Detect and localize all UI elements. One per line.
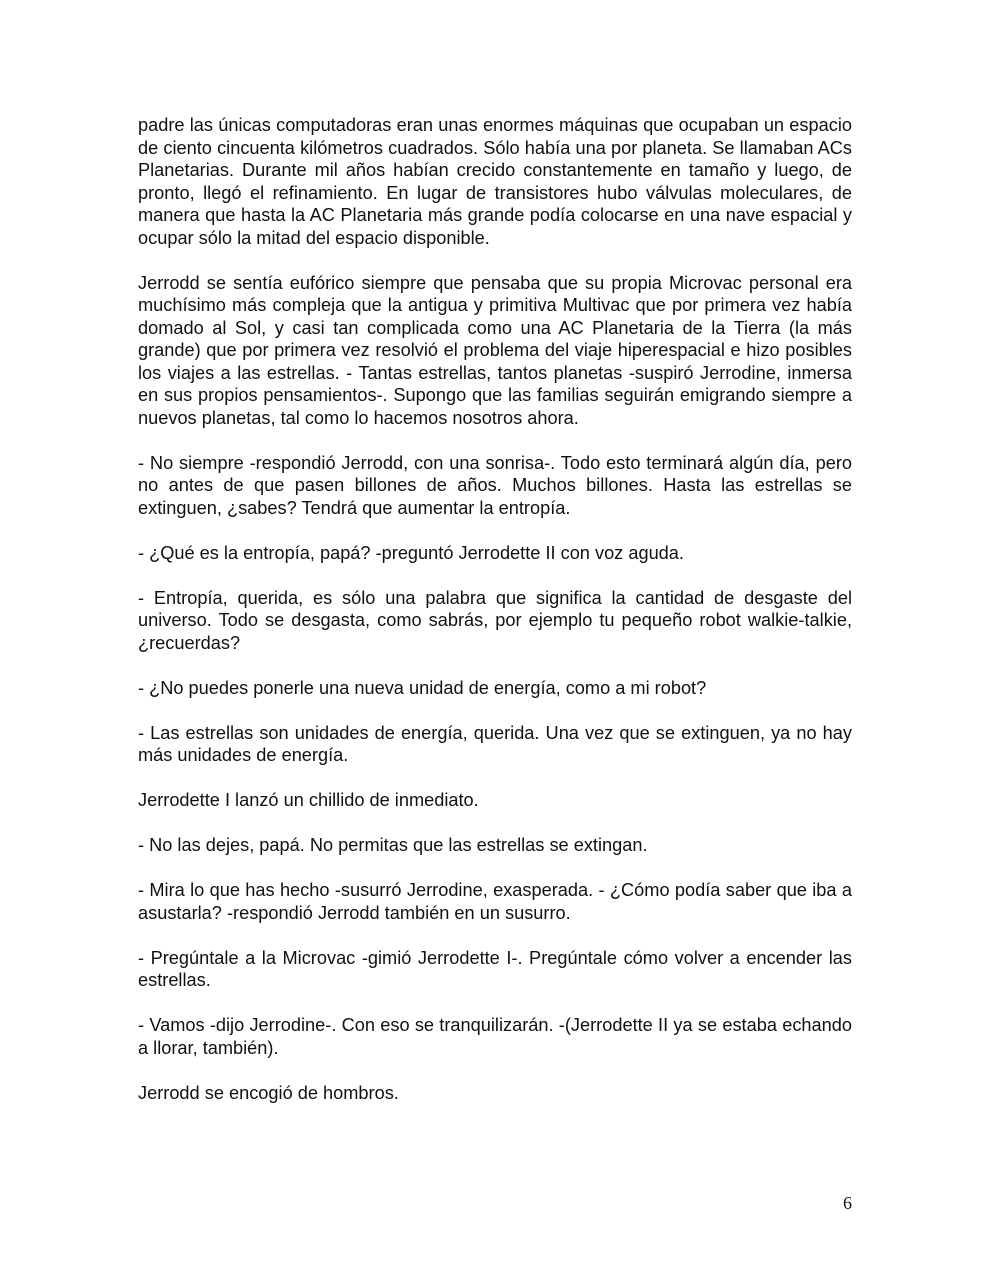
paragraph-dont-let-them: - No las dejes, papá. No permitas que las estrellas se extingan.	[138, 835, 648, 855]
paragraph-stars-energy-units: - Las estrellas son unidades de energía, querida. Una vez que se extinguen, ya no hay más unidades de energía.	[138, 722, 852, 765]
paragraph-shrugged: Jerrodd se encogió de hombros.	[138, 1082, 399, 1103]
paragraph-entropy-explained: - Entropía, querida, es sólo una palabra que significa la cantidad de desgaste del universo. Todo se desgasta, como sabrás, por ejemplo tu pequeño robot walkie-talkie, ¿recuerdas?	[138, 587, 852, 653]
paragraph-not-always: - No siempre -respondió Jerrodd, con una sonrisa-. Todo esto terminará algún día, pero no antes de que pasen billones de años. Muchos billones. Hasta las estrellas se extinguen, ¿sabes? Tendrá que aumentar la entropía.	[138, 452, 852, 518]
page-number: 6	[843, 1193, 852, 1213]
paragraph-look-what-you-did: - Mira lo que has hecho -susurró Jerrodine, exasperada. - ¿Cómo podía saber que iba a asustarla? -respondió Jerrodd también en un susurro.	[138, 880, 852, 923]
paragraph-ask-microvac: - Pregúntale a la Microvac -gimió Jerrodette I-. Pregúntale cómo volver a encender las estrellas.	[138, 947, 852, 990]
text-body	[138, 114, 852, 1127]
paragraph-new-energy-unit: - ¿No puedes ponerle una nueva unidad de energía, como a mi robot?	[138, 677, 707, 698]
paragraph-computers-history: padre las únicas computadoras eran unas enormes máquinas que ocupaban un espacio de ciento cincuenta kilómetros cuadrados. Sólo había una por planeta. Se llamaban ACs Planetarias. Durante mil años habían crecido constantemente en tamaño y luego, de pronto, llegó el refinamiento. En lugar de transistores hubo válvulas moleculares, de manera que hasta la AC Planetaria más grande podía colocarse en una nave espacial y ocupar sólo la mitad del espacio disponible.	[138, 115, 852, 248]
paragraph-jerrodd-euphoric: Jerrodd se sentía eufórico siempre que pensaba que su propia Microvac personal era muchísimo más compleja que la antigua y primitiva Multivac que por primera vez había domado al Sol, y casi tan complicada como una AC Planetaria de la Tierra (la más grande) que por primera vez resolvió el problema del viaje hiperespacial e hizo posibles los viajes a las estrellas. - Tantas estrellas, tantos planetas -suspiró Jerrodine, inmersa en sus propios pensamientos-. Supongo que las familias seguirán emigrando siempre a nuevos planetas, tal como lo hacemos nosotros ahora.	[138, 272, 852, 428]
paragraph-scream: Jerrodette I lanzó un chillido de inmediato.	[138, 790, 479, 810]
paragraph-what-is-entropy: - ¿Qué es la entropía, papá? -preguntó Jerrodette II con voz aguda.	[138, 542, 684, 563]
paragraph-lets-go: - Vamos -dijo Jerrodine-. Con eso se tranquilizarán. -(Jerrodette II ya se estaba echando a llorar, también).	[138, 1015, 852, 1058]
